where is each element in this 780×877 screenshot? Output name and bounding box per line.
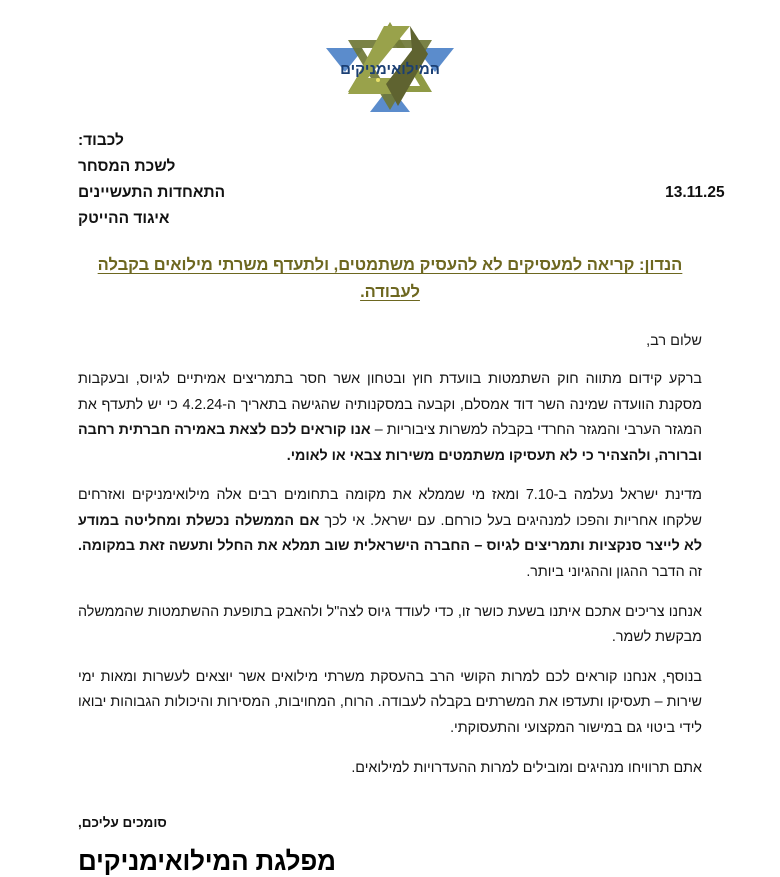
to-label: לכבוד: [78, 132, 124, 149]
paragraph-2-plain-b: זה הדבר ההגון וההגיוני ביותר. [526, 563, 702, 580]
paragraph-5: אתם תרוויחו מנהיגים ומובילים למרות ההעדרויות למילואים. [351, 759, 702, 776]
paragraph-1-plain: ברקע קידום מתווה חוק השתמטות בוועדת חוץ ובטחון אשר חסר בתמריצים אמיתיים לגיוס, ובעקבות מסקנת הוועדה שמינה השר דוד אמסלם, וקבעה במסקנותיה שהגישה בתאריך ה-4.2.24 כי יש לתעדף את המגזר הערבי והמגזר החרדי בקבלה למשרות ציבוריות – [78, 371, 703, 438]
paragraph-2-plain-a: מדינת ישראל נעלמה ב-7.10 ומאז מי שממלא את מקומה בתחומים רבים אלה מילואימניקים ואזרחים שלקחו אחריות והפכו למנהיגים בעל כורחם. עם ישראל. אי לכך [78, 487, 703, 529]
party-signature: מפלגת המילואימניקים [78, 846, 336, 877]
closing-line: סומכים עליכם, [78, 815, 167, 831]
star-of-david-icon [324, 20, 456, 112]
addressee-block [78, 128, 725, 232]
paragraph-1 [78, 367, 702, 469]
recipient-with-date-row [78, 180, 725, 206]
recipient-hightech-association: איגוד ההייטק [78, 210, 170, 227]
greeting: שלום רב, [646, 333, 702, 349]
logo-container [78, 0, 702, 110]
paragraph-1-bold: אנו קוראים לכם לצאת באמירה חברתית רחבה וברורה, ולהצהיר כי לא תעסיקו משתמטים משירות צבאי או לאומי. [78, 422, 702, 464]
paragraph-2 [78, 483, 702, 585]
recipient-chamber-of-commerce: לשכת המסחר [78, 158, 176, 175]
logo-wordmark: המילואימניקים [340, 61, 440, 78]
paragraph-3: אנחנו צריכים אתכם איתנו בשעת כושר זו, כדי לעודד גיוס לצה"ל ולהאבק בתופעת ההשתמטות שהממשלה מבקשת לשמר. [78, 603, 702, 646]
letter-date: 13.11.25 [665, 184, 725, 201]
paragraph-2-bold: אם הממשלה נכשלת ומחליטה במודע לא לייצר סנקציות ותמריצים לגיוס – החברה הישראלית שוב תמלא את החלל ותעשה זאת במקומה. [78, 512, 702, 555]
paragraph-4: בנוסף, אנחנו קוראים לכם למרות הקושי הרב בהעסקת משרתי מילואים אשר יוצאים לעשרות ומאות ימי שירות – תעסיקו ותעדפו את המשרתים בקבלה לעבודה. הרוח, המחויבות, המסירות והיכולות הגבוהות יבואו לידי ביטוי גם במישור המקצועי והתעסוקתי. [78, 668, 702, 736]
recipient-manufacturers-association: התאחדות התעשיינים [78, 184, 226, 201]
miluimnikim-star-logo [324, 20, 456, 112]
subject-line: הנדון: קריאה למעסיקים לא להעסיק משתמטים, ולתעדף משרתי מילואים בקבלה לעבודה. [97, 256, 683, 301]
